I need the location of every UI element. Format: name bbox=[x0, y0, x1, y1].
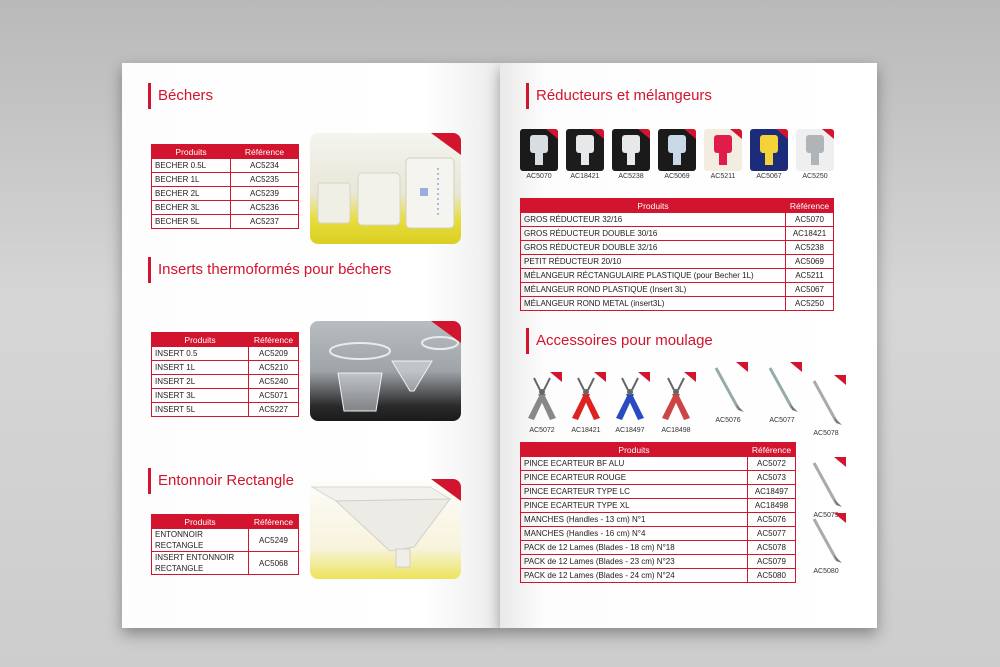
pliers-thumbnail bbox=[566, 372, 606, 424]
table-row bbox=[152, 403, 299, 417]
table-row bbox=[152, 375, 299, 389]
product-reference: AC5071 bbox=[249, 389, 299, 403]
product-reference: AC5250 bbox=[786, 297, 834, 311]
table-row bbox=[521, 269, 834, 283]
product-reference: AC5077 bbox=[748, 527, 796, 541]
product-name: GROS RÉDUCTEUR DOUBLE 30/16 bbox=[521, 227, 786, 241]
thumbnail-code: AC18421 bbox=[571, 427, 601, 434]
product-name: INSERT 2L bbox=[152, 375, 249, 389]
table-row bbox=[521, 569, 796, 583]
product-name: ENTONNOIR RECTANGLE bbox=[152, 529, 249, 552]
reducteur-thumbnail bbox=[658, 129, 696, 171]
product-reference: AC5079 bbox=[748, 555, 796, 569]
product-reference: AC5237 bbox=[231, 215, 299, 229]
table-row bbox=[152, 159, 299, 173]
scalpel-thumbnail bbox=[806, 375, 846, 427]
table-row bbox=[521, 555, 796, 569]
thumb-corner-accent bbox=[834, 513, 846, 523]
header-produits: Produits bbox=[152, 515, 249, 529]
scalpel-thumbnail bbox=[762, 362, 802, 414]
product-name: BECHER 2L bbox=[152, 187, 231, 201]
left-page bbox=[122, 63, 500, 628]
product-reference: AC5067 bbox=[786, 283, 834, 297]
product-name: GROS RÉDUCTEUR 32/16 bbox=[521, 213, 786, 227]
product-reference: AC5249 bbox=[249, 529, 299, 552]
table-row bbox=[152, 173, 299, 187]
bechers-table bbox=[151, 144, 299, 229]
pliers-thumbnail bbox=[522, 372, 562, 424]
product-reference: AC5227 bbox=[249, 403, 299, 417]
inserts-photo bbox=[310, 321, 461, 421]
table-row bbox=[521, 241, 834, 255]
product-name: PINCE ECARTEUR TYPE LC bbox=[521, 485, 748, 499]
header-produits: Produits bbox=[521, 199, 786, 213]
table-row bbox=[521, 297, 834, 311]
thumb-corner-accent bbox=[684, 372, 696, 382]
product-name: MÉLANGEUR ROND PLASTIQUE (Insert 3L) bbox=[521, 283, 786, 297]
photo-corner-accent bbox=[431, 479, 461, 501]
table-row bbox=[521, 513, 796, 527]
header-reference: Référence bbox=[231, 145, 299, 159]
thumbnail-code: AC5080 bbox=[813, 568, 839, 575]
thumbnail-code: AC5072 bbox=[529, 427, 555, 434]
thumbnail-code: AC5067 bbox=[756, 173, 782, 180]
thumbnail-code: AC18421 bbox=[570, 173, 600, 180]
table-header-row bbox=[152, 145, 299, 159]
table-row bbox=[152, 215, 299, 229]
product-reference: AC5076 bbox=[748, 513, 796, 527]
thumb-corner-accent bbox=[592, 129, 604, 139]
product-reference: AC5068 bbox=[249, 552, 299, 575]
thumb-corner-accent bbox=[834, 457, 846, 467]
inserts-table bbox=[151, 332, 299, 417]
product-reference: AC5240 bbox=[249, 375, 299, 389]
table-row bbox=[521, 527, 796, 541]
table-row bbox=[152, 361, 299, 375]
photo-corner-accent bbox=[431, 321, 461, 343]
thumbnail-code: AC18497 bbox=[615, 427, 645, 434]
product-reference: AC5080 bbox=[748, 569, 796, 583]
thumbnail-code: AC5079 bbox=[813, 512, 839, 519]
header-reference: Référence bbox=[748, 443, 796, 457]
header-reference: Référence bbox=[786, 199, 834, 213]
section-title-accessoires: Accessoires pour moulage bbox=[526, 328, 713, 354]
scalpel-thumbnail bbox=[806, 457, 846, 509]
product-name: INSERT 3L bbox=[152, 389, 249, 403]
table-row bbox=[152, 389, 299, 403]
reducteur-thumbnail bbox=[704, 129, 742, 171]
reducteur-thumbnail bbox=[750, 129, 788, 171]
product-name: PACK de 12 Lames (Blades - 18 cm) N°18 bbox=[521, 541, 748, 555]
thumbnail-code: AC5250 bbox=[802, 173, 828, 180]
table-row bbox=[152, 529, 299, 552]
product-reference: AC5209 bbox=[249, 347, 299, 361]
product-name: MÉLANGEUR ROND METAL (insert3L) bbox=[521, 297, 786, 311]
table-header-row bbox=[152, 515, 299, 529]
product-name: PINCE ECARTEUR ROUGE bbox=[521, 471, 748, 485]
product-reference: AC18498 bbox=[748, 499, 796, 513]
product-reference: AC5072 bbox=[748, 457, 796, 471]
reducteur-thumbnail bbox=[566, 129, 604, 171]
reducteur-thumbnail bbox=[520, 129, 558, 171]
table-header-row bbox=[521, 199, 834, 213]
table-row bbox=[521, 255, 834, 269]
table-row bbox=[521, 499, 796, 513]
table-row bbox=[152, 201, 299, 215]
product-name: MÉLANGEUR RÉCTANGULAIRE PLASTIQUE (pour Becher 1L) bbox=[521, 269, 786, 283]
product-reference: AC5234 bbox=[231, 159, 299, 173]
product-name: BECHER 1L bbox=[152, 173, 231, 187]
table-header-row bbox=[152, 333, 299, 347]
product-reference: AC5236 bbox=[231, 201, 299, 215]
product-name: GROS RÉDUCTEUR DOUBLE 32/16 bbox=[521, 241, 786, 255]
product-reference: AC5073 bbox=[748, 471, 796, 485]
table-row bbox=[152, 552, 299, 575]
product-reference: AC5210 bbox=[249, 361, 299, 375]
product-reference: AC18421 bbox=[786, 227, 834, 241]
table-row bbox=[152, 187, 299, 201]
thumb-corner-accent bbox=[790, 362, 802, 372]
thumbnail-code: AC18498 bbox=[661, 427, 691, 434]
thumbnail-code: AC5238 bbox=[618, 173, 644, 180]
header-produits: Produits bbox=[152, 333, 249, 347]
product-name: BECHER 5L bbox=[152, 215, 231, 229]
thumb-corner-accent bbox=[550, 372, 562, 382]
product-name: PETIT RÉDUCTEUR 20/10 bbox=[521, 255, 786, 269]
product-name: INSERT 0.5 bbox=[152, 347, 249, 361]
thumbnail-code: AC5077 bbox=[769, 417, 795, 424]
product-reference: AC5235 bbox=[231, 173, 299, 187]
bechers-photo bbox=[310, 133, 461, 244]
pliers-thumbnail bbox=[610, 372, 650, 424]
product-name: PINCE ECARTEUR TYPE XL bbox=[521, 499, 748, 513]
thumb-corner-accent bbox=[594, 372, 606, 382]
thumb-corner-accent bbox=[684, 129, 696, 139]
product-reference: AC5238 bbox=[786, 241, 834, 255]
section-title-inserts: Inserts thermoformés pour béchers bbox=[148, 257, 391, 283]
table-row bbox=[521, 283, 834, 297]
scalpel-thumbnail bbox=[806, 513, 846, 565]
section-title-bechers: Béchers bbox=[148, 83, 213, 109]
product-name: BECHER 0.5L bbox=[152, 159, 231, 173]
reducteur-thumbnail bbox=[796, 129, 834, 171]
scalpel-thumbnail bbox=[708, 362, 748, 414]
thumbnail-code: AC5069 bbox=[664, 173, 690, 180]
product-name: BECHER 3L bbox=[152, 201, 231, 215]
section-title-entonnoir: Entonnoir Rectangle bbox=[148, 468, 294, 494]
photo-corner-accent bbox=[431, 133, 461, 155]
table-row bbox=[521, 213, 834, 227]
product-name: MANCHES (Handles - 13 cm) N°1 bbox=[521, 513, 748, 527]
thumbnail-code: AC5211 bbox=[710, 173, 736, 180]
thumb-corner-accent bbox=[638, 129, 650, 139]
thumbnail-code: AC5076 bbox=[715, 417, 741, 424]
pliers-thumbnail bbox=[656, 372, 696, 424]
table-row bbox=[152, 347, 299, 361]
entonnoir-photo bbox=[310, 479, 461, 579]
thumb-corner-accent bbox=[834, 375, 846, 385]
product-name: INSERT 1L bbox=[152, 361, 249, 375]
reducteur-thumbnail bbox=[612, 129, 650, 171]
thumb-corner-accent bbox=[822, 129, 834, 139]
product-reference: AC5069 bbox=[786, 255, 834, 269]
thumb-corner-accent bbox=[730, 129, 742, 139]
table-row bbox=[521, 457, 796, 471]
thumbnail-code: AC5078 bbox=[813, 430, 839, 437]
section-title-reducteurs: Réducteurs et mélangeurs bbox=[526, 83, 712, 109]
product-reference: AC5211 bbox=[786, 269, 834, 283]
product-reference: AC5239 bbox=[231, 187, 299, 201]
thumb-corner-accent bbox=[638, 372, 650, 382]
header-produits: Produits bbox=[521, 443, 748, 457]
table-header-row bbox=[521, 443, 796, 457]
header-produits: Produits bbox=[152, 145, 231, 159]
table-row bbox=[521, 485, 796, 499]
product-reference: AC5078 bbox=[748, 541, 796, 555]
accessoires-table bbox=[520, 442, 796, 583]
product-reference: AC5070 bbox=[786, 213, 834, 227]
right-page bbox=[500, 63, 877, 628]
table-row bbox=[521, 471, 796, 485]
product-name: PACK de 12 Lames (Blades - 23 cm) N°23 bbox=[521, 555, 748, 569]
header-reference: Référence bbox=[249, 333, 299, 347]
reducteurs-table bbox=[520, 198, 834, 311]
product-name: MANCHES (Handles - 16 cm) N°4 bbox=[521, 527, 748, 541]
product-name: INSERT 5L bbox=[152, 403, 249, 417]
entonnoir-table bbox=[151, 514, 299, 575]
product-name: PACK de 12 Lames (Blades - 24 cm) N°24 bbox=[521, 569, 748, 583]
header-reference: Référence bbox=[249, 515, 299, 529]
thumb-corner-accent bbox=[736, 362, 748, 372]
product-name: INSERT ENTONNOIR RECTANGLE bbox=[152, 552, 249, 575]
thumb-corner-accent bbox=[546, 129, 558, 139]
thumbnail-code: AC5070 bbox=[526, 173, 552, 180]
table-row bbox=[521, 227, 834, 241]
product-reference: AC18497 bbox=[748, 485, 796, 499]
thumb-corner-accent bbox=[776, 129, 788, 139]
product-name: PINCE ECARTEUR BF ALU bbox=[521, 457, 748, 471]
table-row bbox=[521, 541, 796, 555]
